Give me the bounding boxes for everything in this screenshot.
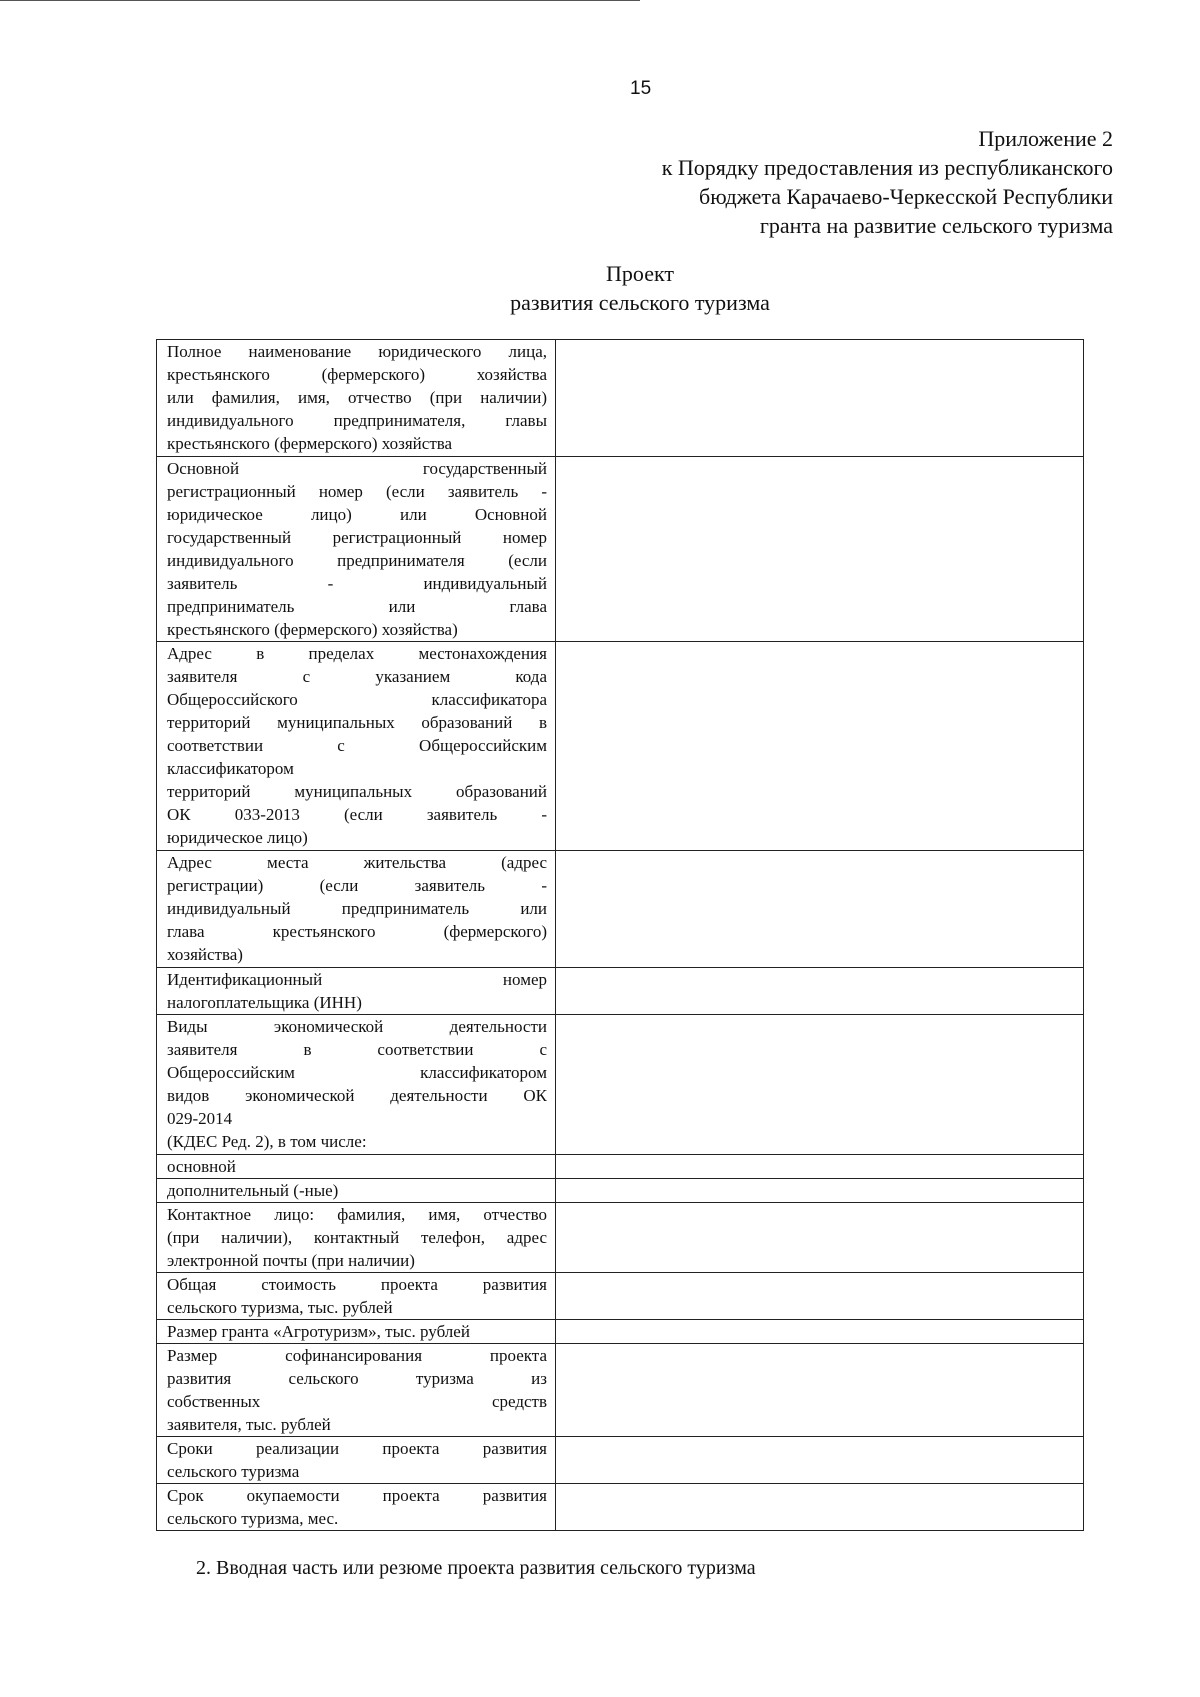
form-row	[157, 968, 1084, 1015]
form-row-label-line: Размер гранта «Агротуризм», тыс. рублей	[167, 1322, 470, 1341]
form-row-value[interactable]	[556, 1155, 1084, 1179]
form-row-label-line: налогоплательщика (ИНН)	[167, 993, 362, 1012]
form-row	[157, 1320, 1084, 1344]
form-row-label-line: регистрационный номер (если заявитель -	[167, 482, 547, 501]
form-row-label-line: заявителя с указанием кода	[167, 667, 547, 686]
form-row-label-line: электронной почты (при наличии)	[167, 1251, 415, 1270]
form-row-label-line: соответствии с Общероссийским	[167, 736, 547, 755]
form-row-label-line: Размер софинансирования проекта	[167, 1346, 547, 1365]
form-row-label-line: основной	[167, 1157, 236, 1176]
form-row	[157, 1203, 1084, 1273]
form-row-label-line: предприниматель или глава	[167, 597, 547, 616]
form-row-label-line: крестьянского (фермерского) хозяйства	[167, 434, 453, 453]
form-row-label-line: Идентификационный номер	[167, 970, 547, 989]
form-row-value[interactable]	[556, 1015, 1084, 1155]
project-form-body	[157, 340, 1084, 1531]
form-row-label	[157, 642, 556, 851]
project-form-table	[156, 339, 1084, 1531]
form-row-label-line: заявителя, тыс. рублей	[167, 1415, 331, 1434]
form-row-label-line: видов экономической деятельности ОК	[167, 1086, 547, 1105]
form-row-label-line: Полное наименование юридического лица,	[167, 342, 547, 361]
form-row-value[interactable]	[556, 1484, 1084, 1531]
form-row-label-line: Сроки реализации проекта развития	[167, 1439, 547, 1458]
form-row-value[interactable]	[556, 1179, 1084, 1203]
document-title-line: Проект	[606, 261, 674, 286]
form-row-label	[157, 1179, 556, 1203]
form-row	[157, 457, 1084, 642]
form-row-label-line: Общероссийским классификатором	[167, 1063, 547, 1082]
form-row-label-line: собственных средств	[167, 1392, 547, 1411]
form-row-label-line: юридическое лицо) или Основной	[167, 505, 547, 524]
form-row-label-line: заявитель - индивидуальный	[167, 574, 547, 593]
form-row	[157, 1344, 1084, 1437]
form-row	[157, 1437, 1084, 1484]
form-row-value[interactable]	[556, 1203, 1084, 1273]
form-row	[157, 642, 1084, 851]
form-row-label-line: индивидуального предпринимателя, главы	[167, 411, 547, 430]
form-row-label	[157, 1344, 556, 1437]
form-row-label	[157, 1155, 556, 1179]
form-row-label-line: (КДЕС Ред. 2), в том числе:	[167, 1132, 367, 1151]
form-row-value[interactable]	[556, 1273, 1084, 1320]
form-row-label-line: Общая стоимость проекта развития	[167, 1275, 547, 1294]
form-row-label-line: 029-2014	[167, 1109, 233, 1128]
form-row-label-line: развития сельского туризма из	[167, 1369, 547, 1388]
form-row-label-line: сельского туризма, тыс. рублей	[167, 1298, 393, 1317]
form-row-label-line: классификатором	[167, 759, 294, 778]
form-row-label-line: дополнительный (-ные)	[167, 1181, 339, 1200]
form-row	[157, 1484, 1084, 1531]
form-row-label-line: территорий муниципальных образований	[167, 782, 547, 801]
form-row-value[interactable]	[556, 642, 1084, 851]
form-row-label	[157, 1484, 556, 1531]
form-row-label-line: Основной государственный	[167, 459, 547, 478]
document-title-line: развития сельского туризма	[510, 290, 770, 315]
form-row-label	[157, 1203, 556, 1273]
form-row	[157, 851, 1084, 968]
form-row-label	[157, 1320, 556, 1344]
form-row	[157, 1179, 1084, 1203]
form-row-label-line: государственный регистрационный номер	[167, 528, 547, 547]
form-row-label	[157, 457, 556, 642]
form-row-label	[157, 968, 556, 1015]
form-row-label-line: крестьянского (фермерского) хозяйства	[167, 365, 547, 384]
page-number: 15	[630, 78, 652, 99]
form-row	[157, 1273, 1084, 1320]
form-row-label-line: Общероссийского классификатора	[167, 690, 547, 709]
form-row	[157, 1155, 1084, 1179]
form-row	[157, 1015, 1084, 1155]
section-heading: 2. Вводная часть или резюме проекта развития сельского туризма	[196, 1557, 756, 1579]
form-row-value[interactable]	[556, 968, 1084, 1015]
form-row-label-line: глава крестьянского (фермерского)	[167, 922, 547, 941]
form-row-label-line: Контактное лицо: фамилия, имя, отчество	[167, 1205, 547, 1224]
form-row-label-line: индивидуальный предприниматель или	[167, 899, 547, 918]
form-row-label-line: ОК 033-2013 (если заявитель -	[167, 805, 547, 824]
form-row-value[interactable]	[556, 851, 1084, 968]
form-row-label-line: индивидуального предпринимателя (если	[167, 551, 547, 570]
form-row	[157, 340, 1084, 457]
form-row-label-line: хозяйства)	[167, 945, 243, 964]
form-row-label	[157, 1273, 556, 1320]
form-row-label	[157, 851, 556, 968]
form-row-value[interactable]	[556, 1344, 1084, 1437]
form-row-label	[157, 340, 556, 457]
form-row-label	[157, 1015, 556, 1155]
appendix-line: гранта на развитие сельского туризма	[759, 213, 1113, 238]
appendix-header	[513, 124, 1113, 240]
form-row-label-line: Срок окупаемости проекта развития	[167, 1486, 547, 1505]
form-row-label-line: юридическое лицо)	[167, 828, 308, 847]
form-row-label-line: крестьянского (фермерского) хозяйства)	[167, 620, 458, 639]
form-row-label-line: или фамилия, имя, отчество (при наличии)	[167, 388, 547, 407]
form-row-value[interactable]	[556, 457, 1084, 642]
form-row-label-line: сельского туризма, мес.	[167, 1509, 339, 1528]
form-row-label-line: Адрес в пределах местонахождения	[167, 644, 547, 663]
form-row-value[interactable]	[556, 1437, 1084, 1484]
form-row-value[interactable]	[556, 340, 1084, 457]
form-row-label-line: территорий муниципальных образований в	[167, 713, 547, 732]
appendix-line: Приложение 2	[978, 126, 1113, 151]
form-row-label-line: заявителя в соответствии с	[167, 1040, 547, 1059]
form-row-label	[157, 1437, 556, 1484]
top-rule	[0, 0, 640, 1]
form-row-value[interactable]	[556, 1320, 1084, 1344]
form-row-label-line: сельского туризма	[167, 1462, 300, 1481]
document-title	[340, 259, 940, 317]
form-row-label-line: Адрес места жительства (адрес	[167, 853, 547, 872]
form-row-label-line: Виды экономической деятельности	[167, 1017, 547, 1036]
form-row-label-line: (при наличии), контактный телефон, адрес	[167, 1228, 547, 1247]
appendix-line: к Порядку предоставления из республиканского	[661, 155, 1113, 180]
form-row-label-line: регистрации) (если заявитель -	[167, 876, 547, 895]
appendix-line: бюджета Карачаево-Черкесской Республики	[699, 184, 1113, 209]
